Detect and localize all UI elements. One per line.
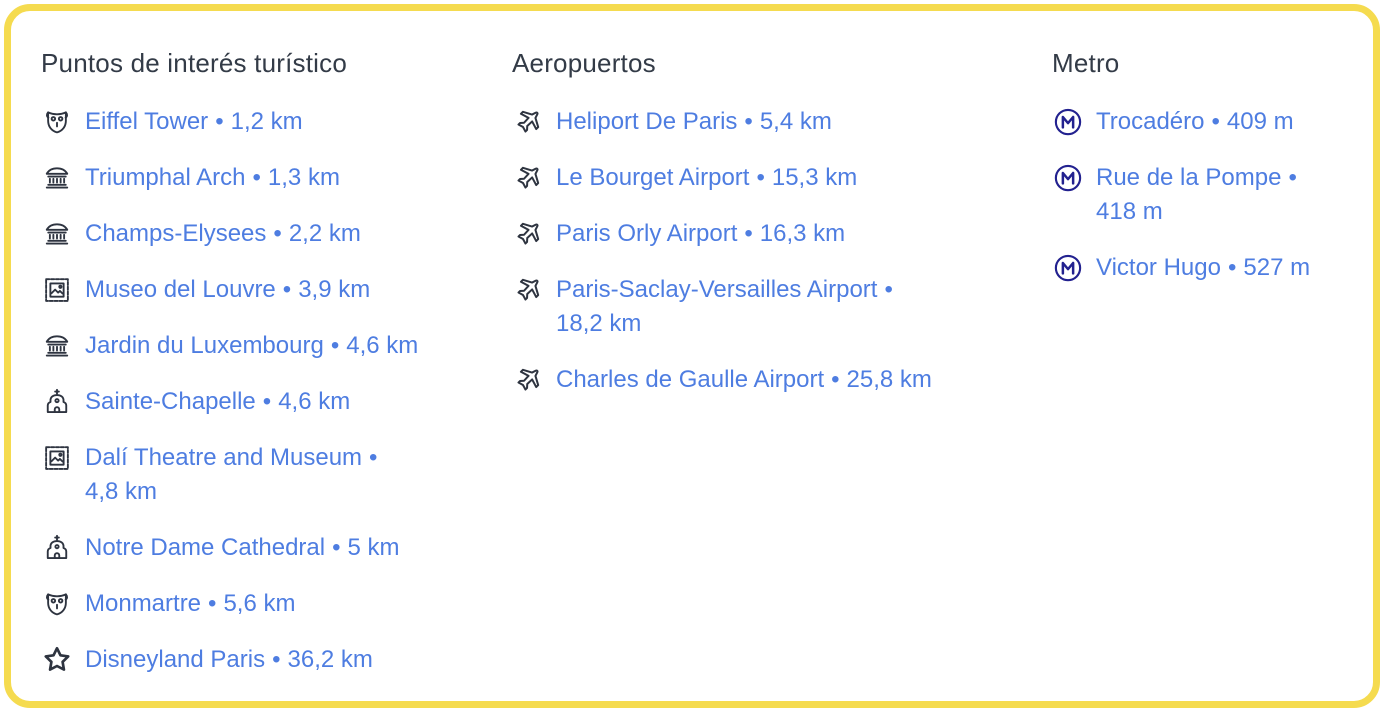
metro-link[interactable] — [1096, 161, 1304, 229]
mask-icon — [41, 105, 73, 139]
metro-icon — [1052, 161, 1084, 195]
poi-label[interactable]: Triumphal Arch — [85, 164, 246, 191]
poi-item — [41, 273, 512, 307]
museum-icon — [41, 329, 73, 363]
airport-distance[interactable]: 15,3 km — [771, 164, 858, 191]
poi-item — [41, 441, 512, 509]
poi-label[interactable]: Museo del Louvre — [85, 276, 276, 303]
metro-icon — [1052, 105, 1084, 139]
section-metro — [1052, 47, 1343, 701]
poi-distance[interactable]: 36,2 km — [287, 646, 373, 673]
plane-icon — [512, 105, 544, 139]
poi-label[interactable]: Dalí Theatre and Museum — [85, 444, 363, 471]
metro-link[interactable] — [1096, 251, 1310, 285]
airport-item — [512, 273, 1052, 341]
airport-link[interactable] — [556, 273, 900, 341]
poi-link[interactable] — [85, 217, 361, 251]
airport-label[interactable]: Paris Orly Airport — [556, 220, 738, 247]
metro-label[interactable]: Trocadéro — [1096, 108, 1205, 135]
bullet-separator: • — [744, 220, 753, 247]
plane-icon — [512, 363, 544, 397]
poi-link[interactable] — [85, 161, 340, 195]
poi-distance[interactable]: 4,8 km — [85, 478, 158, 505]
airport-distance[interactable]: 16,3 km — [759, 220, 846, 247]
poi-link[interactable] — [85, 105, 303, 139]
plane-icon — [512, 217, 544, 251]
bullet-separator: • — [1288, 164, 1297, 191]
museum-icon — [41, 161, 73, 195]
bullet-separator: • — [332, 534, 341, 561]
metro-item — [1052, 105, 1343, 139]
poi-distance[interactable]: 2,2 km — [288, 220, 361, 247]
bullet-separator: • — [273, 220, 282, 247]
plane-icon — [512, 161, 544, 195]
airport-item — [512, 161, 1052, 195]
airport-item — [512, 363, 1052, 397]
metro-item — [1052, 251, 1343, 285]
bullet-separator: • — [1211, 108, 1220, 135]
bullet-separator: • — [884, 276, 893, 303]
bullet-separator: • — [831, 366, 840, 393]
metro-label[interactable]: Victor Hugo — [1096, 254, 1221, 281]
poi-label[interactable]: Monmartre — [85, 590, 202, 617]
airport-distance[interactable]: 5,4 km — [759, 108, 832, 135]
bullet-separator: • — [215, 108, 224, 135]
poi-item — [41, 531, 512, 565]
poi-distance[interactable]: 4,6 km — [278, 388, 351, 415]
poi-item — [41, 161, 512, 195]
metro-item — [1052, 161, 1343, 229]
bullet-separator: • — [744, 108, 753, 135]
poi-link[interactable] — [85, 329, 418, 363]
mask-icon — [41, 587, 73, 621]
bullet-separator: • — [252, 164, 261, 191]
poi-link[interactable] — [85, 587, 295, 621]
airport-label[interactable]: Le Bourget Airport — [556, 164, 750, 191]
bullet-separator: • — [1227, 254, 1237, 281]
bullet-separator: • — [369, 444, 378, 471]
poi-distance[interactable]: 3,9 km — [298, 276, 371, 303]
poi-distance[interactable]: 5,6 km — [223, 590, 296, 617]
section-title-tourist-poi: Puntos de interés turístico — [41, 48, 347, 78]
poi-label[interactable]: Notre Dame Cathedral — [85, 534, 326, 561]
framed-picture-icon — [41, 273, 73, 307]
section-tourist-poi — [41, 47, 512, 701]
section-title-airports: Aeropuertos — [512, 48, 656, 78]
poi-item — [41, 385, 512, 419]
poi-label[interactable]: Disneyland Paris — [85, 646, 266, 673]
poi-link[interactable] — [85, 643, 373, 677]
church-icon — [41, 385, 73, 419]
metro-link[interactable] — [1096, 105, 1294, 139]
museum-icon — [41, 217, 73, 251]
plane-icon — [512, 273, 544, 307]
section-title-metro: Metro — [1052, 48, 1120, 78]
poi-item — [41, 105, 512, 139]
bullet-separator: • — [330, 332, 340, 359]
bullet-separator: • — [282, 276, 292, 303]
metro-distance[interactable]: 418 m — [1096, 198, 1163, 225]
poi-label[interactable]: Eiffel Tower — [85, 108, 209, 135]
metro-icon — [1052, 251, 1084, 285]
poi-link[interactable] — [85, 441, 384, 509]
bullet-separator: • — [208, 590, 217, 617]
poi-item — [41, 217, 512, 251]
airport-link[interactable] — [556, 363, 932, 397]
poi-label[interactable]: Sainte-Chapelle — [85, 388, 256, 415]
tourist-poi-list — [41, 105, 512, 677]
airport-label[interactable]: Heliport De Paris — [556, 108, 738, 135]
poi-item — [41, 587, 512, 621]
airport-item — [512, 217, 1052, 251]
airport-link[interactable] — [556, 105, 832, 139]
poi-link[interactable] — [85, 273, 370, 307]
airport-label[interactable]: Paris-Saclay-Versailles Airport — [556, 276, 878, 303]
poi-item — [41, 329, 512, 363]
bullet-separator: • — [262, 388, 272, 415]
church-icon — [41, 531, 73, 565]
bullet-separator: • — [272, 646, 281, 673]
poi-item — [41, 643, 512, 677]
star-icon — [41, 643, 73, 677]
bullet-separator: • — [756, 164, 765, 191]
airport-distance[interactable]: 18,2 km — [556, 310, 642, 337]
distances-card — [4, 4, 1380, 708]
section-airports — [512, 47, 1052, 701]
airport-distance[interactable]: 25,8 km — [846, 366, 932, 393]
airport-link[interactable] — [556, 161, 857, 195]
metro-label[interactable]: Rue de la Pompe — [1096, 164, 1282, 191]
poi-distance[interactable]: 5 km — [347, 534, 400, 561]
poi-distance[interactable]: 4,6 km — [346, 332, 419, 359]
metro-distance[interactable]: 409 m — [1226, 108, 1294, 135]
framed-picture-icon — [41, 441, 73, 475]
poi-link[interactable] — [85, 385, 350, 419]
airports-list — [512, 105, 1052, 397]
poi-link[interactable] — [85, 531, 400, 565]
metro-distance[interactable]: 527 m — [1243, 254, 1311, 281]
airport-link[interactable] — [556, 217, 845, 251]
airport-label[interactable]: Charles de Gaulle Airport — [556, 366, 825, 393]
poi-distance[interactable]: 1,3 km — [267, 164, 340, 191]
poi-distance[interactable]: 1,2 km — [230, 108, 303, 135]
airport-item — [512, 105, 1052, 139]
poi-label[interactable]: Champs-Elysees — [85, 220, 267, 247]
metro-list — [1052, 105, 1343, 285]
poi-label[interactable]: Jardin du Luxembourg — [85, 332, 324, 359]
